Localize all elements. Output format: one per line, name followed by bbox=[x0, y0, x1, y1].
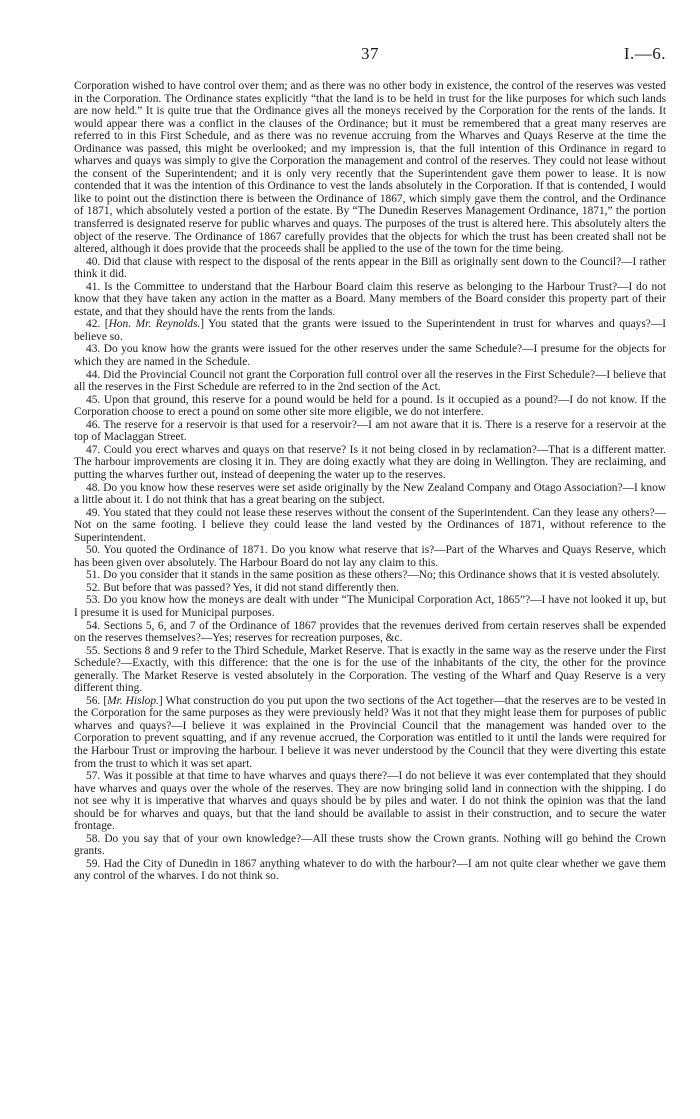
question-number: 50. bbox=[86, 544, 104, 557]
paragraph-text: Do you say that of your own knowledge?—All these trusts show the Crown grants. Nothing will go behind the Crown grants. bbox=[74, 832, 666, 858]
paragraph bbox=[74, 419, 666, 444]
paragraph-text: But before that was passed? Yes, it did not stand differently then. bbox=[103, 581, 399, 594]
paragraph-text: Is the Committee to understand that the Harbour Board claim this reserve as belonging to the Harbour Trust?—I do not know that they have taken any action in the matter as a Board. Many members of the Board consider this property part of their estate, and that they should have the rents from the lands. bbox=[74, 280, 666, 318]
question-number: 40. bbox=[86, 255, 104, 268]
page-number: 37 bbox=[361, 44, 379, 63]
question-number: 56. bbox=[86, 694, 104, 707]
paragraph-text: Corporation wished to have control over them; and as there was no other body in existence, the control of the reserves was vested in the Corporation. The Ordinance states explicitly “that the land is to be held in trust for the like purposes for which such lands are now held.” It is quite true that the Ordinance gives all the moneys received by the Corporation for the rents of the lands. It would appear there was a conflict in the clauses of the Ordinance; but it must be remembered that a great many reserves are referred to in this First Schedule, and as there was no revenue accruing from the Wharves and Quays Reserve at the time the Ordinance was passed, this might be overlooked; and my impression is, that the full intention of this Ordinance in regard to wharves and quays was simply to give the Corporation the management and control of the reserves. They could not lease without the consent of the Superintendent; and it is only very recently that the Superintendent gave them power to lease. It is now contended that it was the intention of this Ordinance to vest the lands absolutely in the Corporation. If that is contended, I would like to point out the distinction there is between the Ordinance of 1867, which simply gave them the control, and the Ordinance of 1871, which absolutely vested a portion of the estate. By “The Dunedin Reserves Management Ordinance, 1871,” the portion transferred is designated reserve for public wharves and quays. The purposes of the trust is altered here. This absolutely alters the object of the reserve. The Ordinance of 1867 carefully provides that the objects for which the trust has been created shall not be altered, although it does provide that the proceeds shall be applied to the use of the town for the time being. bbox=[74, 80, 666, 256]
paragraph-text: Do you know how the moneys are dealt with under “The Municipal Corporation Act, 1865”?—I have not looked it up, but I presume it is used for Municipal purposes. bbox=[74, 594, 666, 619]
question-number: 54. bbox=[86, 619, 104, 632]
paragraph-text: You quoted the Ordinance of 1871. Do you know what reserve that is?—Part of the Wharves and Quays Reserve, which has been given over absolutely. The Harbour Board do not lay any claim to this. bbox=[74, 544, 667, 569]
question-number: 51. bbox=[86, 569, 104, 582]
paragraph bbox=[74, 369, 666, 394]
paragraph bbox=[74, 256, 666, 281]
paragraph-text: ] What construction do you put upon the two sections of the Act together—that the reserves are to be vested in the Corporation for the same purposes as they were previously held? Was it not that they might lease them for purposes of public wharves and quays?—I believe it was explained in the Provincial Council that the management was handed over to the Corporation to prevent squatting, and if any revenue accrued, the Corporation was entitled to it until the lands were required for the Harbour Trust or improving the harbour. I believe it was never understood by the Council that they were diverting this estate from the trust to which it was set apart. bbox=[74, 694, 666, 770]
paragraph-text: Do you know how the grants were issued for the other reserves under the same Schedule?—I presume for the objects for which they are named in the Schedule. bbox=[74, 343, 666, 369]
question-number: 49. bbox=[86, 506, 103, 519]
paragraph bbox=[74, 343, 666, 368]
paragraph-text: The reserve for a reservoir is that used for a reservoir?—I am not aware that it is. There is a reserve for a reservoir at the top of Maclaggan Street. bbox=[74, 418, 666, 444]
paragraph bbox=[74, 544, 666, 569]
question-number: 55. bbox=[86, 644, 104, 657]
question-number: 44. bbox=[86, 368, 104, 381]
paragraph bbox=[74, 594, 666, 619]
paragraph bbox=[74, 281, 666, 319]
question-number: 53. bbox=[86, 594, 104, 607]
paragraph bbox=[74, 507, 666, 545]
question-number: 59. bbox=[86, 857, 104, 870]
paragraph: 56. [Mr. Hislop.] What construction do you put upon the two sections of the Act together—that the reserves are to be vested in the Corporation for the same purposes as they were previously held? Was it not that they might lease them for purposes of public wharves and quays?—I believe it was explained in the Provincial Council that the management was handed over to the Corporation to prevent squatting, and if any revenue accrued, the Corporation was entitled to it until the lands were required for the Harbour Trust or improving the harbour. I believe it was never understood by the Council that they were diverting this estate from the trust to which it was set apart. bbox=[74, 694, 666, 770]
speaker-name: Mr. Hislop. bbox=[107, 694, 159, 707]
question-number: 52. bbox=[86, 581, 104, 594]
paragraph-text: Could you erect wharves and quays on that reserve? Is it not being closed in by reclamation?—That is a different matter. The harbour improvements are closing it in. They are doing exactly what they are doing in Wellington. They are reclaiming, and putting the wharves further out, instead of deepening the water up to the reserves. bbox=[74, 443, 666, 481]
question-number: 57. bbox=[86, 770, 104, 783]
paragraph bbox=[74, 482, 666, 507]
paragraph-text: Do you consider that it stands in the same position as these others?—No; this Ordinance shows that it is vested absolutely. bbox=[103, 569, 661, 582]
question-number: 47. bbox=[86, 443, 104, 456]
question-number: 58. bbox=[86, 832, 105, 845]
paragraph-text: Was it possible at that time to have wharves and quays there?—I do not believe it was ever contemplated that they should have wharves and quays over the whole of the reserves. They are now bringing solid land in connection with the shipping. I do not see why it is imperative that wharves and quays should be by piles and water. I do not think the opinion was that the land should be for wharves and quays, but that the land should be available to assist in their construction, and to secure the water frontage. bbox=[74, 770, 666, 833]
paragraph bbox=[74, 582, 666, 595]
page-header bbox=[74, 44, 666, 66]
speaker-name: Hon. Mr. Reynolds. bbox=[108, 318, 201, 331]
paragraph-text: Sections 8 and 9 refer to the Third Schedule, Market Reserve. That is exactly in the same way as the reserve under the First Schedule?—Exactly, with this difference: that the one is for the use of the inhabitants of the city, the other for the province generally. The Market Reserve is vested absolutely in the Corporation. The vesting of the Wharf and Quay Reserve is a very different thing. bbox=[74, 644, 666, 695]
paragraph bbox=[74, 444, 666, 482]
question-number: 46. bbox=[86, 418, 104, 431]
question-number: 43. bbox=[86, 343, 104, 356]
paragraph-text: Did that clause with respect to the disposal of the rents appear in the Bill as originally sent down to the Council?—I rather think it did. bbox=[74, 255, 666, 281]
paragraph bbox=[74, 770, 666, 833]
paragraph bbox=[74, 569, 666, 582]
question-number: 45. bbox=[86, 393, 104, 406]
paragraph-text: Upon that ground, this reserve for a pound would be held for a pound. Is it occupied as a pound?—I do not know. If the Corporation choose to erect a pound on some other site more eligible, we do not interfere. bbox=[74, 393, 666, 419]
paragraph bbox=[74, 858, 666, 883]
paragraph bbox=[74, 394, 666, 419]
paragraph bbox=[74, 80, 666, 256]
paragraph-text: Do you know how these reserves were set aside originally by the New Zealand Company and Otago Association?—I know a little about it. I do not think that has a great bearing on the subject. bbox=[74, 481, 666, 507]
document-reference: I.—6. bbox=[623, 44, 666, 63]
question-number: 48. bbox=[86, 481, 104, 494]
paragraph bbox=[74, 620, 666, 645]
question-number: 42. bbox=[86, 318, 105, 331]
paragraph-text: Had the City of Dunedin in 1867 anything whatever to do with the harbour?—I am not quite clear whether we gave them any control of the wharves. I do not think so. bbox=[74, 857, 666, 883]
paragraph: 42. [Hon. Mr. Reynolds.] You stated that the grants were issued to the Superintendent in trust for wharves and quays?—I believe so. bbox=[74, 318, 667, 343]
paragraph bbox=[74, 833, 666, 858]
paragraph-text: Sections 5, 6, and 7 of the Ordinance of 1867 provides that the revenues derived from certain reserves shall be expended on the reserves themselves?—Yes; reserves for recreation purposes, &c. bbox=[74, 619, 666, 645]
document-body bbox=[74, 80, 666, 883]
paragraph-text: You stated that they could not lease these reserves without the consent of the Superintendent. Can they lease any others?—Not on the same footing. I believe they could lease the land vested by the Ordinances of 1871, without reference to the Superintendent. bbox=[74, 506, 666, 544]
paragraph-text: Did the Provincial Council not grant the Corporation full control over all the reserves in the First Schedule?—I believe that all the reserves in the First Schedule are referred to in the 2nd section of the Act. bbox=[74, 368, 667, 394]
paragraph bbox=[74, 645, 666, 695]
paragraph-text: ] You stated that the grants were issued to the Superintendent in trust for wharves and quays?—I believe so. bbox=[74, 318, 667, 343]
question-number: 41. bbox=[86, 280, 105, 293]
